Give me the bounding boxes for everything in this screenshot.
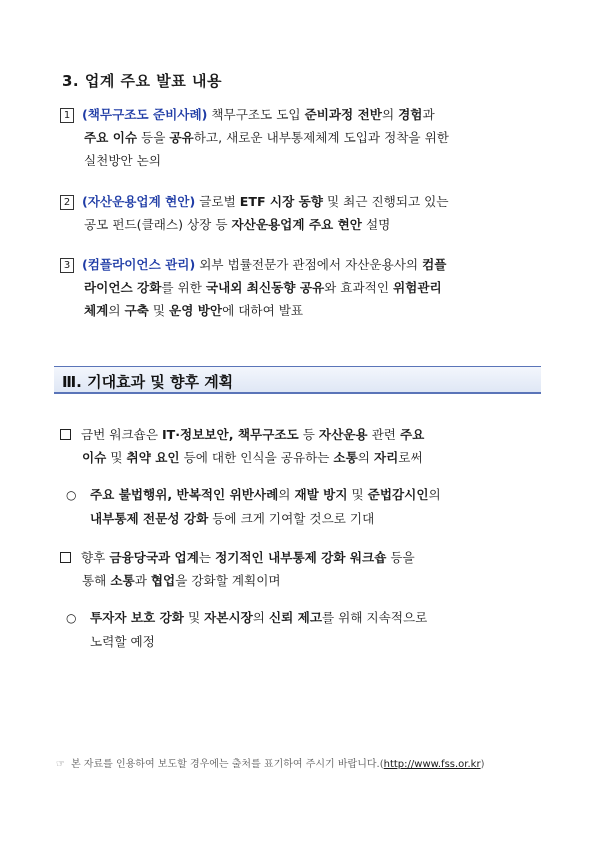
body-text: 및	[148, 303, 170, 318]
fss-website-link[interactable]: http://www.fss.or.kr	[383, 759, 481, 770]
bullet-line	[66, 630, 548, 653]
circle-bullet-icon: ○	[66, 488, 77, 502]
emphasized-text: 내부통제 전문성 강화	[90, 511, 209, 526]
bullet-line	[66, 483, 548, 507]
body-text: 등을	[137, 130, 170, 145]
bullet-line	[66, 606, 548, 630]
body-text: 외부 법률전문가 관점에서 자산운용사의	[195, 257, 423, 272]
presentation-item-2	[60, 190, 542, 236]
emphasized-text: 구축	[124, 303, 149, 318]
emphasized-text: 금융당국과 업계	[109, 550, 199, 565]
emphasized-text: 이슈	[82, 450, 107, 465]
emphasized-text: IT·정보보안, 책무구조도	[162, 427, 299, 442]
emphasized-text: 소통	[333, 450, 358, 465]
body-text: 금번 워크숍은	[81, 427, 162, 442]
emphasized-text: 협업	[150, 573, 176, 588]
body-text: 의	[381, 107, 399, 122]
item-line	[60, 213, 542, 236]
body-text: 는	[198, 550, 216, 565]
body-text: 통해	[82, 573, 111, 588]
plan-bullet-4	[66, 606, 548, 653]
body-text: 및	[347, 487, 368, 502]
body-text: 및	[183, 610, 205, 625]
body-text: 등에 크게 기여할 것으로 기대	[208, 511, 375, 526]
emphasized-text: ETF 시장 동향	[239, 194, 323, 209]
item-line	[60, 253, 542, 276]
citation-notice	[56, 755, 540, 770]
body-text: 설명	[361, 217, 391, 232]
emphasized-text: 신뢰 제고	[268, 610, 323, 625]
body-text: 하고, 새로운 내부통제체계 도입과 정착을 위한	[193, 130, 449, 145]
body-text: 등에 대한 인식을 공유하는	[179, 450, 334, 465]
body-text: 등	[298, 427, 319, 442]
emphasized-text: 재발 방지	[294, 487, 348, 502]
body-text: 로써	[398, 450, 423, 465]
body-text: 의	[357, 450, 374, 465]
item-line	[60, 190, 542, 213]
bullet-line	[60, 569, 542, 592]
emphasized-text: 소통	[110, 573, 135, 588]
body-text: 의	[278, 487, 295, 502]
body-text: 책무구조도 도입	[207, 107, 305, 122]
emphasized-text: 체계	[84, 303, 109, 318]
bullet-line	[60, 423, 542, 446]
item-number-box: 1	[60, 108, 74, 123]
emphasized-text: 주요	[399, 427, 425, 442]
square-bullet-icon	[60, 429, 71, 440]
body-text: 관련	[367, 427, 400, 442]
citation-text: 본 자료를 인용하여 보도할 경우에는 출처를 표기하여 주시기 바랍니다.(	[70, 759, 384, 770]
body-text: 을 강화할 계획이며	[175, 573, 281, 588]
emphasized-text: 정기적인 내부통제 강화 워크숍	[215, 550, 387, 565]
item-line	[60, 276, 542, 299]
item-line	[60, 149, 542, 172]
body-text: 공모 펀드(클래스) 상장 등	[84, 217, 232, 232]
citation-close: )	[480, 759, 485, 770]
body-text: 를 위한	[161, 280, 206, 295]
item-label-highlight: (컴플라이언스 관리)	[82, 257, 196, 272]
plan-bullet-2	[66, 483, 548, 530]
body-text: 및 최근 진행되고 있는	[322, 194, 449, 209]
body-text: 향후	[81, 550, 110, 565]
item-line	[60, 126, 542, 149]
section-banner-title: Ⅲ. 기대효과 및 향후 계획	[62, 373, 234, 391]
emphasized-text: 투자자 보호 강화	[90, 610, 184, 625]
body-text: 의	[252, 610, 269, 625]
emphasized-text: 자본시장	[204, 610, 253, 625]
emphasized-text: 자산운용업계 주요 현안	[231, 217, 362, 232]
emphasized-text: 경험	[398, 107, 423, 122]
emphasized-text: 위험관리	[393, 280, 442, 295]
plan-bullet-3	[60, 546, 542, 592]
section-banner-expected-effects	[54, 366, 541, 394]
presentation-item-3	[60, 253, 542, 322]
emphasized-text: 국내외 최신동향 공유	[205, 280, 325, 295]
emphasized-text: 준법감시인	[367, 487, 429, 502]
bullet-line	[60, 546, 542, 569]
item-number-box: 3	[60, 258, 74, 273]
body-text: 와 효과적인	[324, 280, 394, 295]
emphasized-text: 준비과정 전반	[304, 107, 382, 122]
body-text: 의	[108, 303, 125, 318]
emphasized-text: 라이언스 강화	[84, 280, 162, 295]
emphasized-text: 주요 불법행위, 반복적인 위반사례	[90, 487, 279, 502]
pointing-hand-icon: ☞	[56, 759, 65, 770]
body-text: 노력할 예정	[90, 634, 155, 649]
body-text: 에 대하여 발표	[222, 303, 304, 318]
body-text: 글로벌	[195, 194, 240, 209]
body-text: 실천방안 논의	[84, 153, 161, 168]
body-text: 과	[422, 107, 435, 122]
item-label-highlight: (책무구조도 준비사례)	[82, 107, 208, 122]
item-line	[60, 103, 542, 126]
plan-bullet-1	[60, 423, 542, 469]
section-heading-industry-presentations: 3. 업계 주요 발표 내용	[62, 72, 222, 90]
body-text: 의	[428, 487, 441, 502]
emphasized-text: 공유	[169, 130, 194, 145]
emphasized-text: 자산운용	[318, 427, 368, 442]
body-text: 및	[106, 450, 127, 465]
item-label-highlight: (자산운용업계 현안)	[82, 194, 196, 209]
emphasized-text: 컴플	[422, 257, 447, 272]
body-text: 과	[134, 573, 151, 588]
body-text: 등을	[386, 550, 415, 565]
bullet-line	[66, 507, 548, 530]
presentation-item-1	[60, 103, 542, 172]
square-bullet-icon	[60, 552, 71, 563]
item-number-box: 2	[60, 195, 74, 210]
item-line	[60, 299, 542, 322]
body-text: 를 위해 지속적으로	[322, 610, 428, 625]
emphasized-text: 취약 요인	[126, 450, 180, 465]
circle-bullet-icon: ○	[66, 611, 77, 625]
emphasized-text: 주요 이슈	[84, 130, 138, 145]
emphasized-text: 자리	[373, 450, 399, 465]
bullet-line	[60, 446, 542, 469]
emphasized-text: 운영 방안	[169, 303, 223, 318]
